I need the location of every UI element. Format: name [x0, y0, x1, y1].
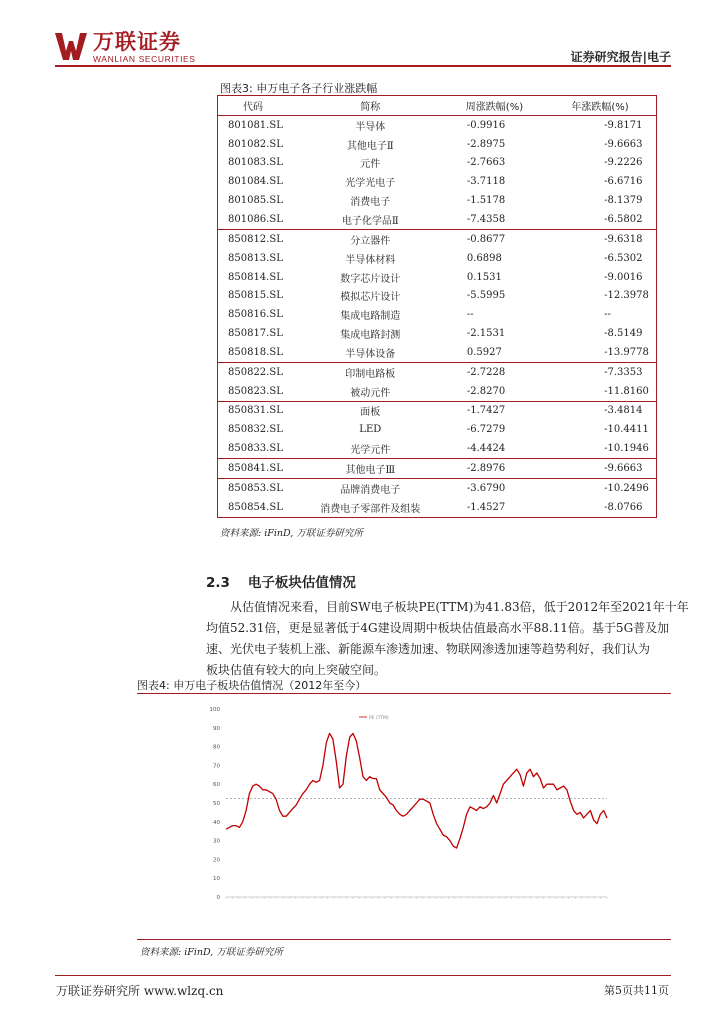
figure4-title: 图表4: 申万电子板块估值情况（2012年至今） — [137, 679, 367, 692]
cell-code: 850841.SL — [218, 459, 296, 479]
y-tick-label: 30 — [213, 838, 220, 845]
cell-yearly-change: -10.4411 — [544, 420, 656, 439]
cell-name: 被动元件 — [296, 382, 445, 401]
y-tick-label: 70 — [213, 763, 220, 770]
table-row — [218, 115, 657, 134]
cell-weekly-change: -4.4424 — [445, 439, 544, 458]
header-weekly-change: 周涨跌幅(%) — [445, 96, 544, 115]
cell-weekly-change: -2.1531 — [466, 328, 506, 340]
y-tick-label: 10 — [213, 876, 220, 883]
pe-ttm-line — [226, 733, 607, 848]
paragraph-line: 板块估值有较大的向上突破空间。 — [206, 663, 387, 677]
y-tick-label: 40 — [213, 819, 220, 826]
table-row — [218, 420, 657, 439]
table-row — [218, 172, 657, 191]
wanlian-logo-icon — [55, 31, 87, 61]
cell-code: 850812.SL — [218, 229, 296, 248]
company-logo — [55, 31, 196, 64]
cell-code: 801083.SL — [218, 154, 296, 173]
table-row — [218, 362, 657, 381]
cell-code: 850832.SL — [218, 420, 296, 439]
table-row — [218, 459, 657, 479]
cell-name: 光学元件 — [296, 439, 445, 458]
cell-name: 电子化学品Ⅱ — [296, 210, 445, 229]
table-row — [218, 268, 657, 287]
cell-weekly-change: -2.7663 — [466, 157, 506, 169]
y-axis — [210, 707, 221, 901]
cell-name: 光学光电子 — [345, 178, 396, 190]
cell-yearly-change: -7.3353 — [544, 362, 656, 381]
cell-code: 850823.SL — [218, 382, 296, 401]
cell-yearly-change: -8.0766 — [544, 498, 656, 517]
header-divider — [55, 65, 671, 67]
cell-name: 其他电子Ⅱ — [346, 140, 394, 152]
table-row — [218, 382, 657, 401]
y-tick-label: 0 — [216, 895, 220, 901]
cell-name: 消费电子 — [350, 197, 391, 209]
cell-yearly-change: -9.2226 — [544, 154, 656, 173]
cell-code: 801085.SL — [218, 191, 296, 210]
cell-name: 半导体 — [355, 121, 386, 133]
cell-yearly-change: -9.6663 — [544, 135, 656, 154]
cell-code: 850816.SL — [218, 305, 296, 324]
logo-chinese-name: 万联证券 — [93, 30, 181, 54]
section-title: 电子板块估值情况 — [247, 575, 356, 591]
table-row — [218, 229, 657, 248]
paragraph-line: 均值52.31倍，更是显著低于4G建设周期中板块估值最高水平88.11倍。基于5G普及加 — [206, 621, 670, 635]
cell-name: 面板 — [360, 407, 381, 419]
report-type-label: 证券研究报告|电子 — [570, 50, 671, 64]
table-row — [218, 249, 657, 268]
cell-weekly-change: -7.4358 — [445, 210, 544, 229]
cell-code: 850853.SL — [218, 478, 296, 497]
plot-area — [226, 715, 607, 848]
header-code: 代码 — [218, 96, 296, 115]
cell-name: 集成电路制造 — [340, 311, 401, 323]
table-row — [218, 210, 657, 229]
section-number: 2.3 — [206, 575, 230, 591]
cell-name: 品牌消费电子 — [340, 484, 401, 496]
y-tick-label: 20 — [213, 857, 220, 864]
y-tick-label: 50 — [213, 801, 220, 807]
table3-title: 图表3: 申万电子各子行业涨跌幅 — [220, 82, 378, 95]
table-row — [218, 286, 657, 305]
cell-code: 850817.SL — [218, 324, 296, 343]
cell-code: 850822.SL — [218, 362, 296, 381]
cell-weekly-change: 0.6898 — [466, 252, 502, 264]
y-tick-label: 60 — [213, 782, 220, 789]
cell-yearly-change: -11.8160 — [544, 382, 656, 401]
cell-yearly-change: -10.1946 — [544, 439, 656, 458]
cell-weekly-change: -1.5178 — [466, 195, 506, 207]
table-row — [218, 439, 657, 458]
cell-yearly-change: -13.9778 — [544, 343, 656, 362]
cell-yearly-change: -8.5149 — [544, 324, 656, 343]
cell-code: 801086.SL — [218, 210, 296, 229]
cell-weekly-change: -2.7228 — [466, 366, 506, 378]
cell-name: 消费电子零部件及组装 — [296, 498, 445, 517]
y-tick-label: 80 — [213, 744, 220, 751]
table-row — [218, 324, 657, 343]
cell-weekly-change: 0.5927 — [445, 343, 544, 362]
cell-yearly-change: -8.1379 — [544, 191, 656, 210]
cell-yearly-change: -9.6663 — [544, 459, 656, 479]
cell-weekly-change: -1.4527 — [445, 498, 544, 517]
page-number: 第5页共11页 — [604, 984, 669, 997]
pe-valuation-chart — [137, 694, 671, 939]
cell-code: 850833.SL — [218, 439, 296, 458]
cell-yearly-change: -6.6716 — [544, 172, 656, 191]
cell-name: 印制电路板 — [345, 368, 396, 380]
cell-yearly-change: -- — [544, 305, 656, 324]
table-row — [218, 498, 657, 517]
header-name: 简称 — [296, 96, 445, 115]
cell-code: 850818.SL — [218, 343, 296, 362]
cell-yearly-change: -6.5302 — [544, 249, 656, 268]
cell-weekly-change: -1.7427 — [466, 405, 506, 417]
cell-code: 850813.SL — [218, 249, 296, 268]
y-tick-label: 90 — [213, 725, 220, 732]
cell-name: 分立器件 — [350, 235, 391, 247]
cell-yearly-change: -3.4814 — [544, 401, 656, 420]
cell-weekly-change: -- — [466, 309, 474, 321]
cell-name: 半导体设备 — [296, 343, 445, 362]
cell-weekly-change: -3.7118 — [466, 176, 506, 188]
cell-name: 元件 — [360, 159, 381, 171]
cell-code: 850831.SL — [218, 401, 296, 420]
table-header-row — [218, 96, 657, 115]
cell-name: 其他电子Ⅲ — [296, 459, 445, 479]
cell-weekly-change: -3.6790 — [466, 482, 506, 494]
legend-label: PE (TTM) — [369, 716, 389, 721]
table-row — [218, 135, 657, 154]
table-row — [218, 401, 657, 420]
cell-weekly-change: -5.5995 — [466, 290, 506, 302]
cell-code: 850815.SL — [218, 286, 296, 305]
industry-change-table — [217, 96, 657, 518]
cell-yearly-change: -12.3978 — [544, 286, 656, 305]
y-tick-label: 100 — [209, 707, 220, 713]
cell-weekly-change: -2.8976 — [445, 459, 544, 479]
figure4-frame — [137, 693, 671, 940]
cell-code: 801081.SL — [218, 115, 296, 134]
cell-yearly-change: -9.6318 — [544, 229, 656, 248]
cell-name: 集成电路封测 — [340, 330, 401, 342]
header-yearly-change: 年涨跌幅(%) — [544, 96, 656, 115]
section-heading — [206, 571, 374, 591]
table-row — [218, 305, 657, 324]
footer-institute: 万联证券研究所 www.wlzq.cn — [56, 984, 224, 998]
cell-name: 半导体材料 — [345, 254, 396, 266]
cell-name: LED — [359, 424, 382, 436]
cell-name: 数字芯片设计 — [340, 273, 401, 285]
paragraph-line: 从估值情况来看，目前SW电子板块PE(TTM)为41.83倍，低于2012年至2021年十年 — [230, 600, 689, 614]
cell-yearly-change: -6.5802 — [544, 210, 656, 229]
figure4-source: 资料来源: iFinD, 万联证券研究所 — [140, 947, 283, 958]
cell-name: 模拟芯片设计 — [340, 292, 401, 304]
cell-code: 850854.SL — [218, 498, 296, 517]
cell-weekly-change: -6.7279 — [466, 424, 506, 436]
table3-source: 资料来源: iFinD, 万联证券研究所 — [220, 528, 363, 539]
table-row — [218, 154, 657, 173]
valuation-paragraph — [206, 597, 689, 681]
cell-code: 850814.SL — [218, 268, 296, 287]
table-row — [218, 191, 657, 210]
logo-english-name: WANLIAN SECURITIES — [93, 54, 196, 64]
cell-weekly-change: -0.8677 — [466, 233, 506, 245]
cell-yearly-change: -9.8171 — [544, 115, 656, 134]
cell-weekly-change: -2.8975 — [466, 138, 506, 150]
table-row — [218, 478, 657, 497]
table-body — [218, 115, 657, 517]
cell-code: 801084.SL — [218, 172, 296, 191]
table-row — [218, 343, 657, 362]
cell-weekly-change: -2.8270 — [445, 382, 544, 401]
cell-yearly-change: -9.0016 — [544, 268, 656, 287]
cell-yearly-change: -10.2496 — [544, 478, 656, 497]
x-axis — [226, 897, 607, 899]
footer-divider — [55, 975, 671, 976]
cell-weekly-change: -0.9916 — [466, 119, 506, 131]
cell-weekly-change: 0.1531 — [466, 271, 502, 283]
cell-code: 801082.SL — [218, 135, 296, 154]
paragraph-line: 速、光伏电子装机上涨、新能源车渗透加速、物联网渗透加速等趋势利好，我们认为 — [206, 642, 651, 656]
